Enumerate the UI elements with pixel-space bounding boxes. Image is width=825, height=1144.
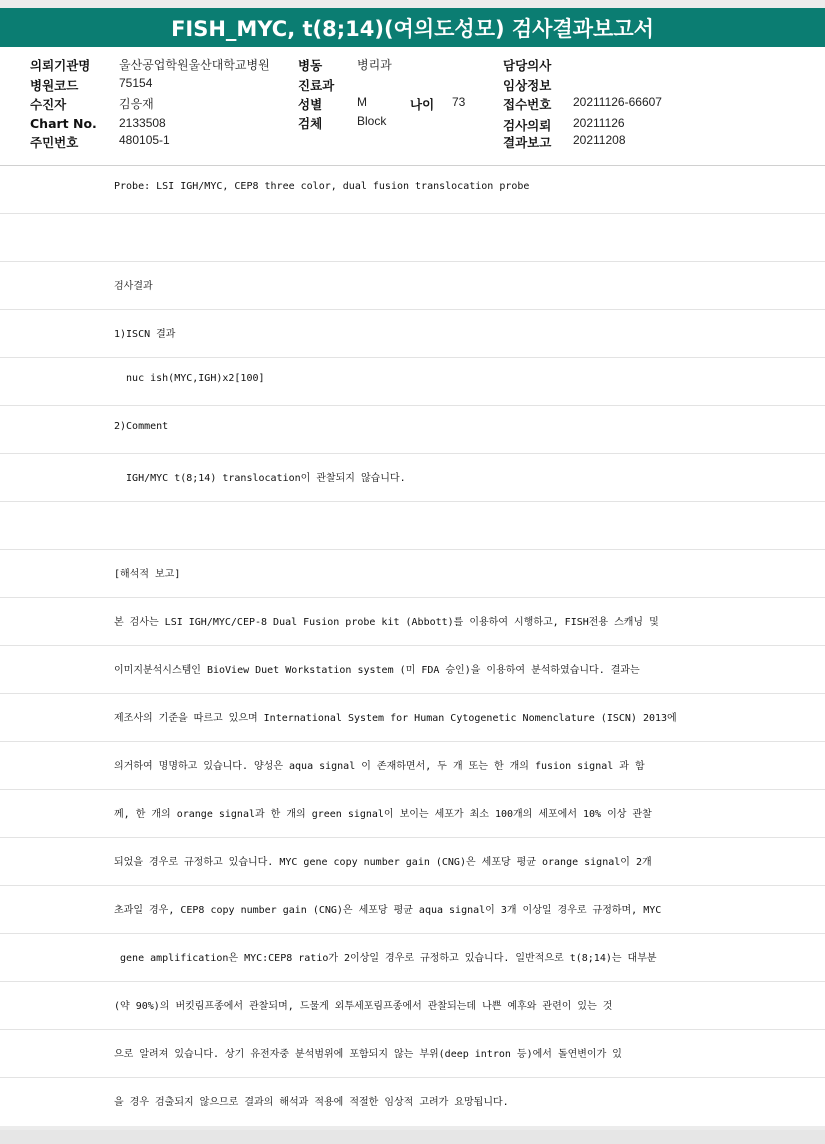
receipt-no-label: 접수번호 xyxy=(503,97,552,112)
sex-label: 성별 xyxy=(298,97,323,112)
report-date-label: 결과보고 xyxy=(503,135,552,150)
chart-no-label: Chart No. xyxy=(30,116,97,131)
report-title: FISH_MYC, t(8;14)(여의도성모) 검사결과보고서 xyxy=(0,8,825,47)
institution-label: 의뢰기관명 xyxy=(30,58,91,73)
report-line xyxy=(0,982,825,1030)
report-line-text: 되었을 경우로 규정하고 있습니다. MYC gene copy number gain (CNG)은 세포당 평균 orange signal이 2개 xyxy=(114,857,652,868)
report-line xyxy=(0,358,825,406)
page-bottom-divider xyxy=(0,1130,825,1144)
request-date-value: 20211126 xyxy=(573,116,625,130)
report-line-text: 초과일 경우, CEP8 copy number gain (CNG)은 세포당 평균 aqua signal이 3개 이상일 경우로 규정하며, MYC xyxy=(114,905,662,916)
report-line xyxy=(0,1078,825,1126)
clinical-info-label: 임상정보 xyxy=(503,78,552,93)
report-line-text: 께, 한 개의 orange signal과 한 개의 green signal이 보이는 세포가 최소 100개의 세포에서 10% 이상 관찰 xyxy=(114,809,652,820)
report-line xyxy=(0,790,825,838)
request-date-label: 검사의뢰 xyxy=(503,118,552,133)
report-line xyxy=(0,694,825,742)
report-line xyxy=(0,262,825,310)
hospital-code-label: 병원코드 xyxy=(30,78,79,93)
report-line xyxy=(0,886,825,934)
resident-no-label: 주민번호 xyxy=(30,135,79,150)
report-line xyxy=(0,934,825,982)
report-line xyxy=(0,838,825,886)
patient-value: 김응재 xyxy=(119,97,154,111)
specimen-value: Block xyxy=(357,114,387,128)
report-line-text: IGH/MYC t(8;14) translocation이 관찰되지 않습니다. xyxy=(114,473,406,484)
hospital-code-value: 75154 xyxy=(119,76,153,90)
report-line-text: 의거하여 명명하고 있습니다. 양성은 aqua signal 이 존재하면서, 두 개 또는 한 개의 fusion signal 과 함 xyxy=(114,761,645,772)
report-line-text: [해석적 보고] xyxy=(114,569,181,580)
report-line-text: (약 90%)의 버킷림프종에서 관찰되며, 드물게 외투세포림프종에서 관찰되는데 나쁜 예후와 관련이 있는 것 xyxy=(114,1001,613,1012)
report-header xyxy=(0,47,825,166)
sex-value: M xyxy=(357,95,367,109)
report-line xyxy=(0,742,825,790)
doctor-label: 담당의사 xyxy=(503,58,552,73)
report-line xyxy=(0,550,825,598)
patient-label: 수진자 xyxy=(30,97,67,112)
ward-label: 병동 xyxy=(298,58,323,73)
report-line xyxy=(0,310,825,358)
report-line-text: 본 검사는 LSI IGH/MYC/CEP-8 Dual Fusion probe kit (Abbott)를 이용하여 시행하고, FISH전용 스캐닝 및 xyxy=(114,617,659,628)
report-date-value: 20211208 xyxy=(573,133,626,147)
report-line xyxy=(0,166,825,214)
institution-value: 울산공업학원울산대학교병원 xyxy=(119,58,270,72)
age-value: 73 xyxy=(452,95,466,109)
report-line xyxy=(0,1030,825,1078)
receipt-no-value: 20211126-66607 xyxy=(573,95,662,109)
chart-no-value: 2133508 xyxy=(119,116,166,130)
report-line xyxy=(0,406,825,454)
report-line-text: gene amplification은 MYC:CEP8 ratio가 2이상일 경우로 규정하고 있습니다. 일반적으로 t(8;14)는 대부분 xyxy=(114,953,657,964)
report-line xyxy=(0,454,825,502)
report-line-text: 1)ISCN 결과 xyxy=(114,329,176,340)
report-line xyxy=(0,646,825,694)
age-label: 나이 xyxy=(410,97,435,112)
report-body xyxy=(0,166,825,1126)
report-line-text: nuc ish(MYC,IGH)x2[100] xyxy=(114,373,265,384)
report-line xyxy=(0,502,825,550)
ward-value: 병리과 xyxy=(357,58,392,72)
specimen-label: 검체 xyxy=(298,116,323,131)
report-line-text: Probe: LSI IGH/MYC, CEP8 three color, dual fusion translocation probe xyxy=(114,181,530,192)
report-line-text: 2)Comment xyxy=(114,421,169,432)
report-line-text: 제조사의 기준을 따르고 있으며 International System for Human Cytogenetic Nomenclature (ISCN) 2013에 xyxy=(114,713,677,724)
report-line-text: 으로 알려져 있습니다. 상기 유전자중 분석범위에 포함되지 않는 부위(deep intron 등)에서 돌연변이가 있 xyxy=(114,1049,622,1060)
resident-no-value: 480105-1 xyxy=(119,133,170,147)
report-line xyxy=(0,214,825,262)
report-line-text: 이미지분석시스템인 BioView Duet Workstation system (미 FDA 승인)을 이용하여 분석하였습니다. 결과는 xyxy=(114,665,640,676)
report-line-text: 을 경우 검출되지 않으므로 결과의 해석과 적용에 적절한 임상적 고려가 요망됩니다. xyxy=(114,1097,509,1108)
dept-label: 진료과 xyxy=(298,78,335,93)
report-line xyxy=(0,598,825,646)
report-line-text: 검사결과 xyxy=(114,281,153,292)
